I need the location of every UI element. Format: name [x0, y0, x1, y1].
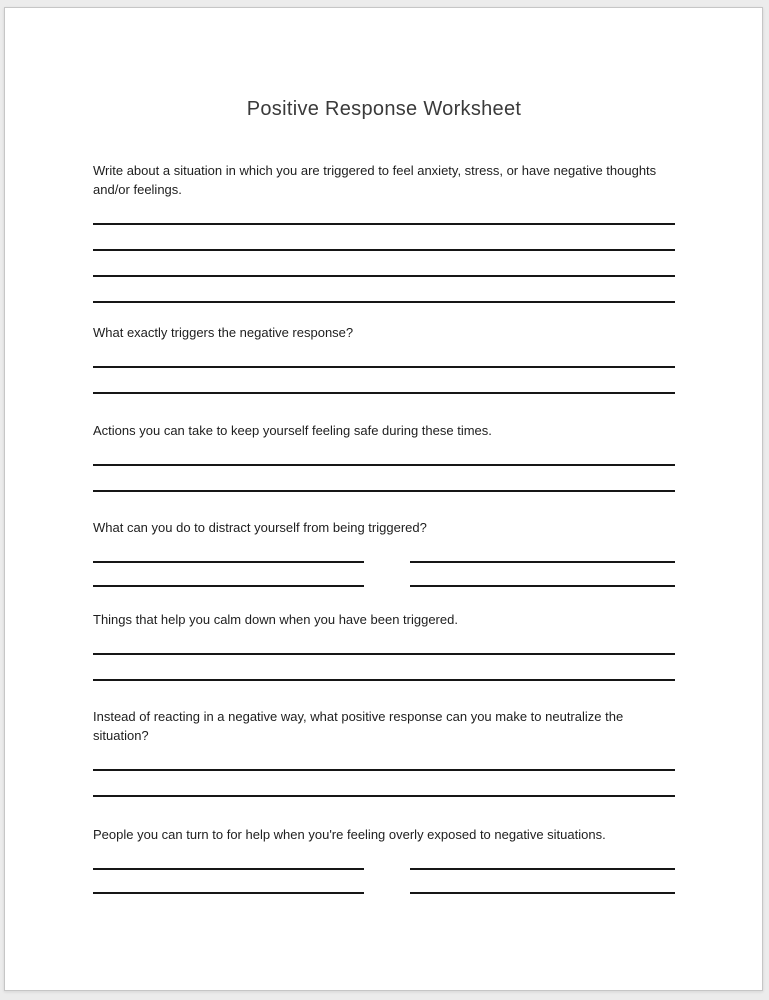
answer-lines — [93, 342, 675, 394]
answer-line — [93, 277, 675, 303]
answer-line — [93, 225, 675, 251]
answer-line — [93, 771, 675, 797]
answer-line — [410, 844, 675, 870]
answer-line — [93, 844, 364, 870]
answer-lines — [93, 629, 675, 681]
answer-lines — [93, 745, 675, 797]
section-prompt: Actions you can take to keep yourself feeling safe during these times. — [93, 423, 492, 438]
section-prompt: Things that help you calm down when you have been triggered. — [93, 612, 458, 627]
answer-line — [93, 368, 675, 394]
worksheet-section-2 — [93, 323, 675, 394]
page-title: Positive Response Worksheet — [246, 98, 522, 120]
answer-lines — [93, 199, 675, 303]
answer-line-row — [93, 868, 675, 892]
answer-lines — [93, 537, 675, 585]
worksheet-section-6 — [93, 707, 675, 797]
answer-line — [93, 440, 675, 466]
section-prompt: People you can turn to for help when you're feeling overly exposed to negative situations. — [93, 827, 606, 842]
worksheet-content — [5, 98, 762, 892]
worksheet-page — [4, 7, 763, 991]
worksheet-sections — [93, 161, 675, 892]
answer-lines — [93, 440, 675, 492]
worksheet-section-1 — [93, 161, 675, 303]
answer-line-row — [93, 537, 675, 561]
answer-line — [93, 629, 675, 655]
section-prompt: What exactly triggers the negative response? — [93, 325, 354, 340]
answer-line — [410, 868, 675, 894]
answer-line — [93, 199, 675, 225]
answer-line — [93, 561, 364, 587]
section-prompt: Write about a situation in which you are triggered to feel anxiety, stress, or have negative thoughts and/or feelings. — [93, 163, 657, 197]
answer-line-row — [93, 561, 675, 585]
worksheet-section-7 — [93, 825, 675, 892]
answer-line — [93, 537, 364, 563]
answer-line-row — [93, 844, 675, 868]
answer-line — [410, 561, 675, 587]
answer-line — [93, 466, 675, 492]
section-prompt: Instead of reacting in a negative way, what positive response can you make to neutralize the situation? — [93, 709, 624, 743]
section-prompt: What can you do to distract yourself from being triggered? — [93, 520, 427, 535]
answer-line — [410, 537, 675, 563]
answer-line — [93, 745, 675, 771]
worksheet-section-3 — [93, 421, 675, 492]
answer-line — [93, 868, 364, 894]
answer-lines — [93, 844, 675, 892]
answer-line — [93, 655, 675, 681]
worksheet-section-5 — [93, 610, 675, 681]
answer-line — [93, 251, 675, 277]
worksheet-section-4 — [93, 518, 675, 585]
answer-line — [93, 342, 675, 368]
